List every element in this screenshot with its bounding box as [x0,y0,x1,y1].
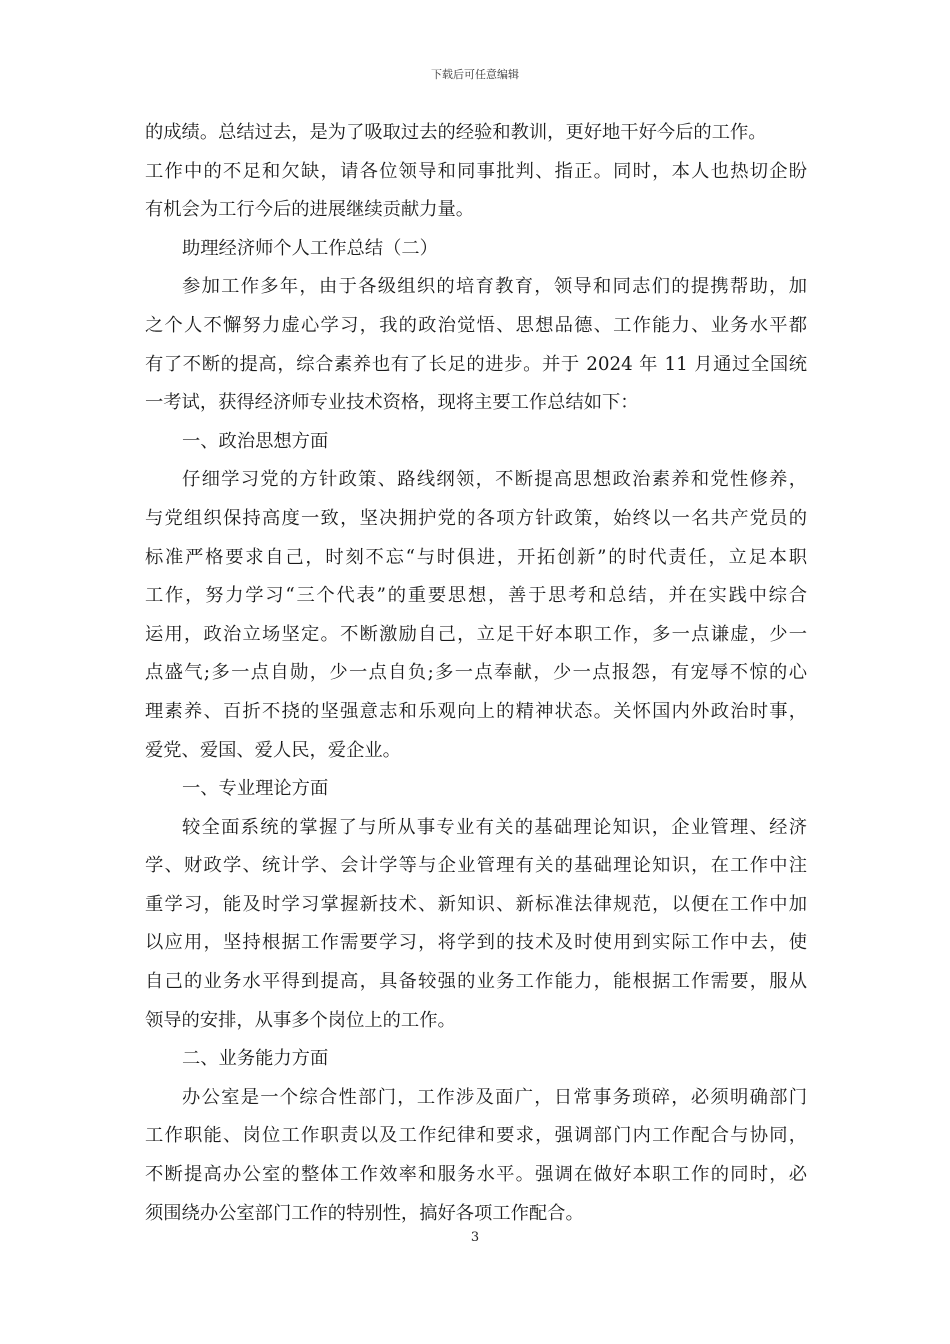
text-line: 领导的安排，从事多个岗位上的工作。 [145,1009,456,1031]
text-line: 爱党、爱国、爱人民，爱企业。 [145,739,401,761]
text-line: 一、专业理论方面 [182,778,329,800]
text-line: 工作职能、岗位工作职责以及工作纪律和要求，强调部门内工作配合与协同， [145,1125,807,1147]
document-body [145,114,807,1233]
text-line: 须围绕办公室部门工作的特别性，搞好各项工作配合。 [145,1202,584,1224]
text-line: 的成绩。总结过去，是为了吸取过去的经验和教训，更好地干好今后的工作。 [145,122,767,143]
text-line: 自己的业务水平得到提高，具备较强的业务工作能力，能根据工作需要，服从 [145,971,807,993]
text-line: 与党组织保持高度一致，坚决拥护党的各项方针政策，始终以一名共产党员的 [145,507,807,529]
text-line: 有了不断的提高，综合素养也有了长足的进步。并于 2024 年 11 月通过全国统 [145,353,807,375]
text-line: 有机会为工行今后的进展继续贡献力量。 [145,199,475,221]
text-line: 运用，政治立场坚定。不断激励自己，立足干好本职工作，多一点谦虚，少一 [145,623,807,645]
text-line: 仔细学习党的方针政策、路线纲领，不断提高思想政治素养和党性修养， [182,469,807,491]
text-line: 办公室是一个综合性部门，工作涉及面广，日常事务琐碎，必须明确部门 [182,1086,807,1108]
text-line: 一、政治思想方面 [182,430,329,452]
page-header: 下载后可任意编辑 [431,68,519,81]
text-line: 助理经济师个人工作总结（二） [182,237,438,259]
text-line: 不断提高办公室的整体工作效率和服务水平。强调在做好本职工作的同时，必 [145,1164,807,1186]
text-line: 二、业务能力方面 [182,1048,329,1070]
text-line: 学、财政学、统计学、会计学等与企业管理有关的基础理论知识，在工作中注 [145,855,807,877]
text-line: 工作中的不足和欠缺，请各位领导和同事批判、指正。同时，本人也热切企盼 [145,160,807,182]
text-line: 参加工作多年，由于各级组织的培育教育，领导和同志们的提携帮助，加 [182,276,807,298]
text-line: 以应用，坚持根据工作需要学习，将学到的技术及时使用到实际工作中去，使 [145,932,807,954]
text-line: 标准严格要求自己，时刻不忘“与时俱进，开拓创新”的时代责任，立足本职 [145,546,807,568]
text-line: 重学习，能及时学习掌握新技术、新知识、新标准法律规范，以便在工作中加 [145,893,807,915]
text-line: 之个人不懈努力虚心学习，我的政治觉悟、思想品德、工作能力、业务水平都 [145,314,807,336]
text-line: 理素养、百折不挠的坚强意志和乐观向上的精神状态。关怀国内外政治时事， [145,700,807,722]
text-line: 点盛气;多一点自勋，少一点自负;多一点奉献，少一点报怨，有宠辱不惊的心 [145,662,807,684]
text-line: 一考试，获得经济师专业技术资格，现将主要工作总结如下： [145,392,639,414]
page-number: 3 [470,1230,480,1245]
text-line: 工作，努力学习“三个代表”的重要思想，善于思考和总结，并在实践中综合 [145,585,807,607]
text-line: 较全面系统的掌握了与所从事专业有关的基础理论知识，企业管理、经济 [182,816,807,838]
